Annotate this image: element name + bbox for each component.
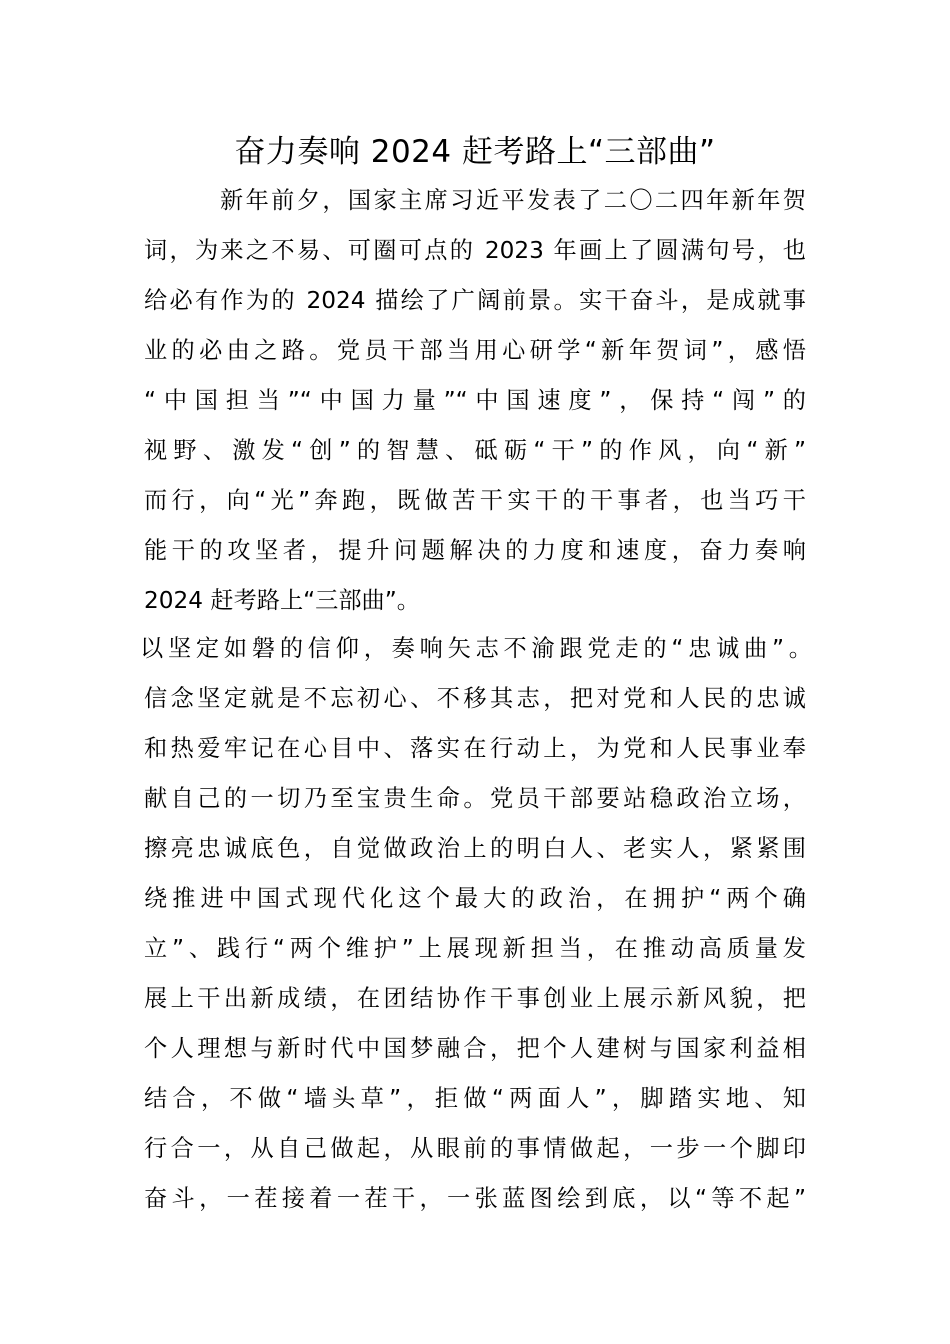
paragraph-line: 信念坚定就是不忘初心、不移其志，把对党和人民的忠诚 xyxy=(144,685,806,712)
paragraph-line: “中国担当”“中国力量”“中国速度”，保持“闯”的 xyxy=(144,387,806,414)
paragraph-line: 能干的攻坚者，提升问题解决的力度和速度，奋力奏响 xyxy=(144,537,806,564)
paragraph-line: 词，为来之不易、可圈可点的 2023 年画上了圆满句号，也 xyxy=(144,237,806,264)
paragraph-line: 和热爱牢记在心目中、落实在行动上，为党和人民事业奉 xyxy=(144,735,806,762)
paragraph-line: 奋斗，一茬接着一茬干，一张蓝图绘到底，以“等不起” xyxy=(144,1185,806,1212)
paragraph-line: 2024 赶考路上“三部曲”。 xyxy=(144,587,420,614)
paragraph-1 xyxy=(144,176,806,626)
paragraph-line: 绕推进中国式现代化这个最大的政治，在拥护“两个确 xyxy=(144,885,806,912)
paragraph-line: 立”、践行“两个维护”上展现新担当，在推动高质量发 xyxy=(144,935,806,962)
paragraph-line: 行合一，从自己做起，从眼前的事情做起，一步一个脚印 xyxy=(144,1135,806,1162)
paragraph-line: 个人理想与新时代中国梦融合，把个人建树与国家利益相 xyxy=(144,1035,806,1062)
paragraph-2 xyxy=(140,624,812,1224)
paragraph-line: 擦亮忠诚底色，自觉做政治上的明白人、老实人，紧紧围 xyxy=(144,835,806,862)
paragraph-line: 结合，不做“墙头草”，拒做“两面人”，脚踏实地、知 xyxy=(144,1085,806,1112)
paragraph-line: 展上干出新成绩，在团结协作干事创业上展示新风貌，把 xyxy=(144,985,806,1012)
paragraph-line: 给必有作为的 2024 描绘了广阔前景。实干奋斗，是成就事 xyxy=(144,287,806,314)
paragraph-line: 视野、激发“创”的智慧、砥砺“干”的作风，向“新” xyxy=(144,437,806,464)
paragraph-line: 而行，向“光”奔跑，既做苦干实干的干事者，也当巧干 xyxy=(144,487,806,514)
paragraph-line: 新年前夕，国家主席习近平发表了二〇二四年新年贺 xyxy=(220,187,806,214)
paragraph-line: 献自己的一切乃至宝贵生命。党员干部要站稳政治立场， xyxy=(144,785,806,812)
paragraph-line: 以坚定如磐的信仰，奏响矢志不渝跟党走的“忠诚曲”。 xyxy=(140,635,812,662)
document-title: 奋力奏响 2024 赶考路上“三部曲” xyxy=(234,134,716,170)
paragraph-line: 业的必由之路。党员干部当用心研学“新年贺词”，感悟 xyxy=(144,337,806,364)
